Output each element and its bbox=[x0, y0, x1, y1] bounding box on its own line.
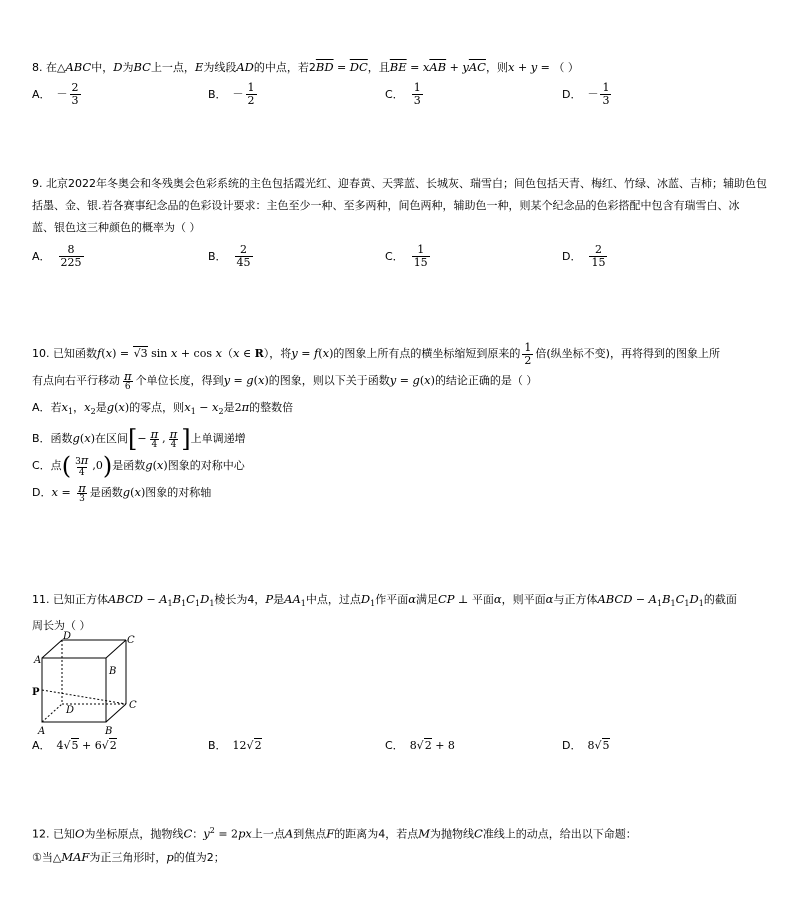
label-c1: C bbox=[127, 635, 135, 646]
vector-be: $\overline{BE}$ bbox=[389, 60, 407, 74]
label-d: D bbox=[66, 705, 75, 716]
vector-dc: $\overline{DC}$ bbox=[349, 60, 368, 74]
q8-option-d: D． － $\frac{1}{3}$ bbox=[562, 81, 610, 107]
vector-bd: $\overline{BD}$ bbox=[315, 60, 334, 74]
question-9: 9. 北京2022年冬奥会和冬残奥会色彩系统的主色包括霞光红、迎春黄、天霁蓝、长城灰、瑞雪白；间色包括天青、梅红、竹绿、冰蓝、吉柿；辅助色包 括墨、金、银.若各赛事纪念品的色彩设计要求：主色至少一种、至多两种，间色两种，辅助色一种，则某个纪念品的色彩搭配中包含有瑞雪白、冰 蓝、银色这三种颜色的概率为（ ） bbox=[32, 177, 767, 234]
question-12: 12. 已知O为坐标原点，抛物线C：$y^2 = 2px$上一点A到焦点F的距离为4，若点M为抛物线C准线上的动点，给出以下命题： ①当△MAF为正三角形时，p的值为2； bbox=[32, 826, 637, 864]
label-a1: A bbox=[34, 655, 42, 666]
q10-option-d: D．x = π 3 是函数g(x)图象的对称轴 bbox=[32, 480, 212, 504]
cube-figure bbox=[32, 630, 142, 740]
q10-option-a: A．若$x_1$，$x_2$是g(x)的零点，则$x_1 - x_2$是2π的整数倍 bbox=[32, 400, 294, 417]
label-c: C bbox=[129, 700, 137, 711]
q10-option-b: B．函数g(x)在区间[− π 4 , π 4 ]上单调递增 bbox=[32, 425, 246, 454]
q8-option-c: C． $\frac{1}{3}$ bbox=[385, 81, 421, 107]
q11-option-d: D． 8√5 bbox=[562, 739, 610, 752]
q8-option-b: B． － $\frac{1}{2}$ bbox=[208, 81, 255, 107]
q9-option-c: C． $\frac{1}{15}$ bbox=[385, 243, 428, 269]
label-b: B bbox=[105, 726, 113, 737]
q10-line-1: 10. 已知函数f(x) = √3 sin x + cos x（x ∈ R），将y = f(x)的图象上所有点的横坐标缩短到原来的 $\frac{1}{2}$ 倍(纵坐标不变)，再将得到的图象上所 bbox=[32, 340, 720, 367]
q10-line-2: 有点向右平行移动 π 6 个单位长度，得到y = g(x)的图象，则以下关于函数y = g(x)的结论正确的是（ ） bbox=[32, 368, 538, 392]
label-a: A bbox=[38, 726, 46, 737]
label-p: P bbox=[32, 687, 40, 698]
question-10 bbox=[32, 340, 772, 506]
q9-option-d: D． $\frac{2}{15}$ bbox=[562, 243, 606, 269]
question-11: 11. 已知正方体ABCD − $A_1B_1C_1D_1$棱长为4，P是$AA_1$中点，过点$D_1$作平面α满足CP ⊥ 平面α，则平面α与正方体ABCD − $A_1B_1C_1D_1$的截面 周长为（ ） bbox=[32, 592, 737, 633]
q11-option-b: B． 12√2 bbox=[208, 739, 262, 752]
q9-option-b: B． $\frac{2}{45}$ bbox=[208, 243, 251, 269]
question-8: 8. 在△ABC中，D为BC上一点，E为线段AD的中点，若$2\overline{BD} = \overline{DC}$，且$\overline{BE} = x\overline{AB} + y\overline{AC}$，则x + y = （ ） bbox=[32, 60, 579, 74]
label-d1: D bbox=[63, 631, 72, 642]
label-b1: B bbox=[109, 666, 117, 677]
q8-option-a: A． － $\frac{2}{3}$ bbox=[32, 81, 79, 107]
q11-option-c: C． 8√2 + 8 bbox=[385, 739, 455, 752]
q10-option-c: C．点( $\frac{3\pi}{4}$ ,0)是函数g(x)图象的对称中心 bbox=[32, 452, 245, 481]
q9-option-a: A． $\frac{8}{225}$ bbox=[32, 243, 82, 269]
q11-option-a: A． 4√5 + 6√2 bbox=[32, 739, 117, 752]
